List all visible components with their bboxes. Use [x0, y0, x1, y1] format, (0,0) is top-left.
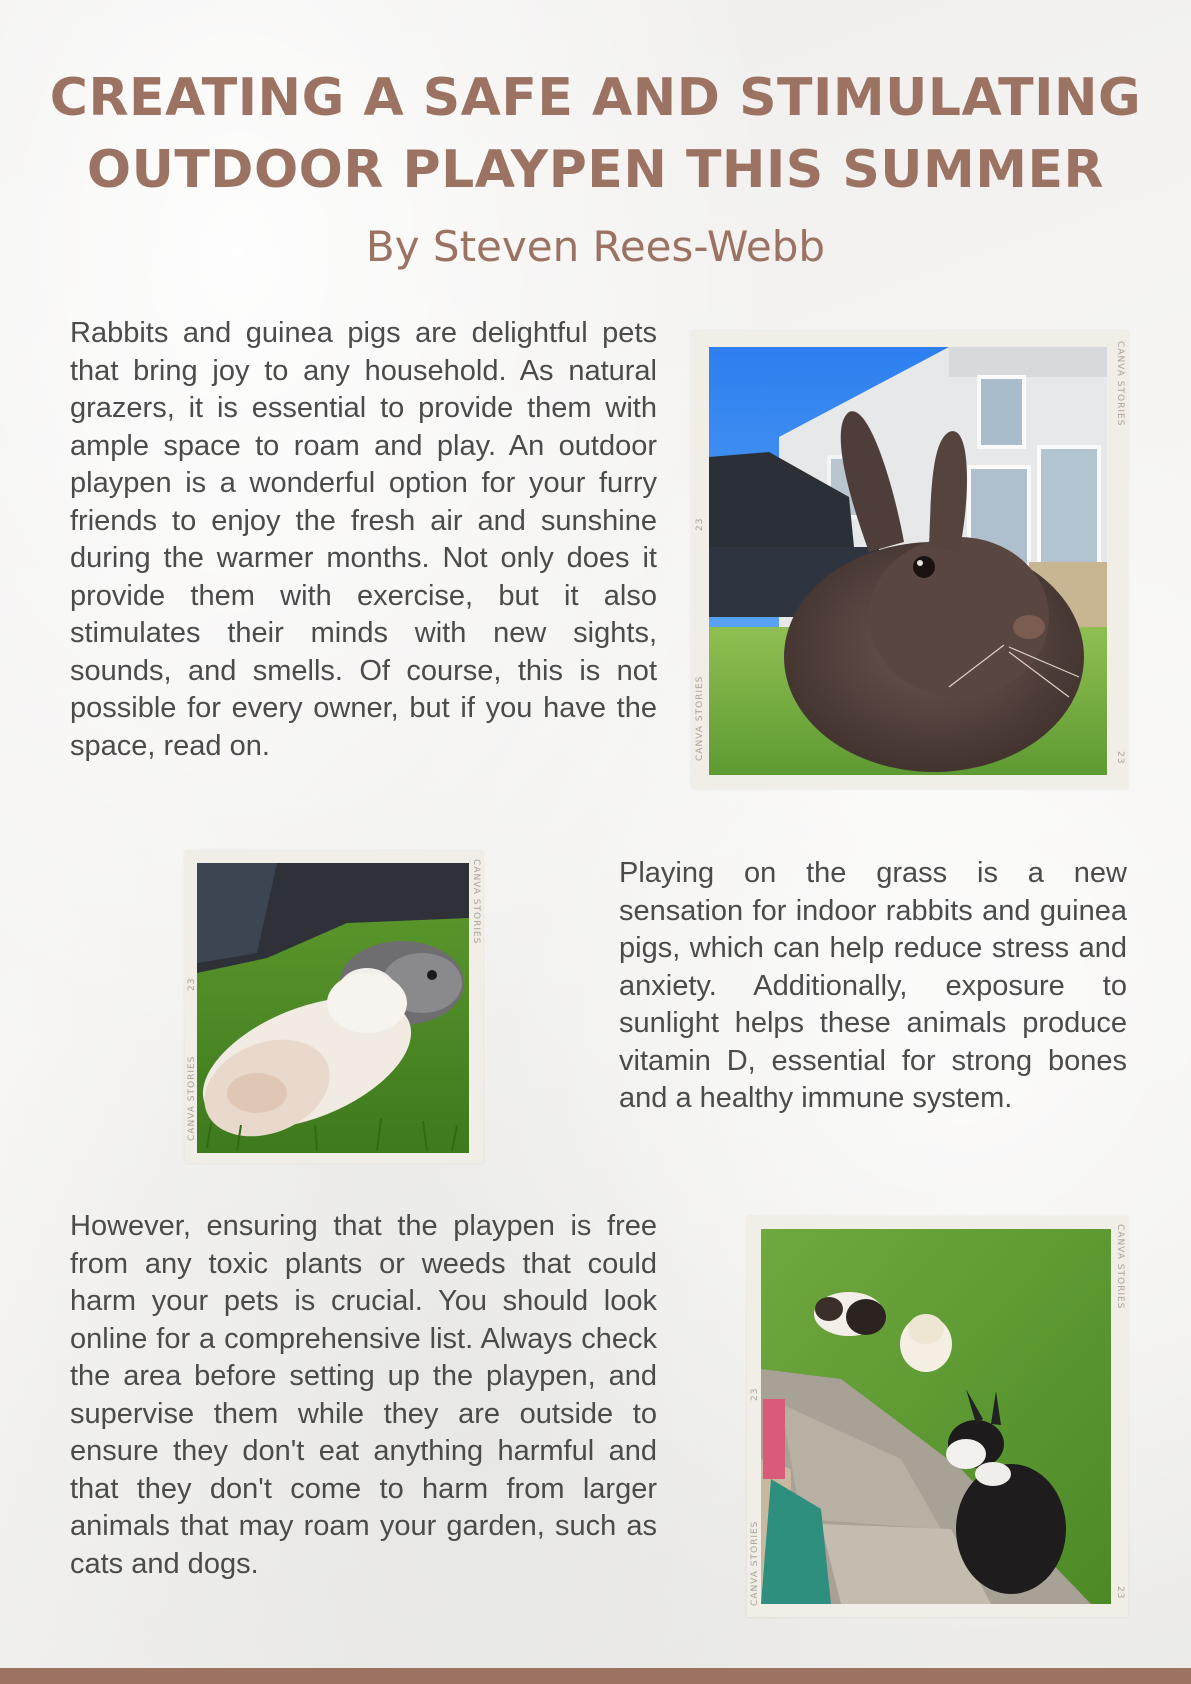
photo3-mark-brand-right: CANVA STORIES: [1115, 1224, 1125, 1310]
photo2-mark-number: 23: [187, 977, 197, 991]
photo2-mark-brand: CANVA STORIES: [187, 1055, 197, 1141]
photo-frame-rabbit: [691, 331, 1128, 789]
photo-frame-garden: [747, 1216, 1128, 1617]
photo-mark-brand-right: CANVA STORIES: [1115, 341, 1125, 427]
photo3-mark-number: 23: [750, 1387, 760, 1401]
photo-frame-guinea-pigs: [185, 851, 483, 1163]
garden-photo: [761, 1229, 1111, 1604]
photo-mark-number: 23: [695, 517, 705, 531]
photo-mark-brand: CANVA STORIES: [695, 675, 705, 761]
title-line-1: CREATING A SAFE AND STIMULATING: [49, 68, 1142, 128]
article-title: [0, 62, 1191, 206]
byline: By Steven Rees-Webb: [365, 222, 826, 271]
photo3-mark-number-right: 23: [1115, 1586, 1125, 1600]
photo3-mark-brand: CANVA STORIES: [750, 1520, 760, 1606]
photo2-mark-brand-right: CANVA STORIES: [471, 859, 481, 945]
paragraph-grass: Playing on the grass is a new sensation for indoor rabbits and guinea pigs, which can help reduce stress and anxiety. Additionally, exposure to sunlight helps these animals produce vitamin D, essential for strong bones and a healthy immune system.: [619, 857, 1127, 1114]
rabbit-photo: [709, 347, 1107, 775]
title-line-2: OUTDOOR PLAYPEN THIS SUMMER: [86, 140, 1105, 200]
guinea-pigs-photo: [197, 863, 469, 1153]
photo-mark-number-right: 23: [1115, 751, 1125, 765]
paragraph-intro: Rabbits and guinea pigs are delightful pets that bring joy to any household. As natural grazers, it is essential to provide them with ample space to roam and play. An outdoor playpen is a wonderful option for your furry friends to enjoy the fresh air and sunshine during the warmer months. Not only does it provide them with exercise, but it also stimulates their minds with new sights, sounds, and smells. Of course, this is not possible for every owner, but if you have the space, read on.: [70, 317, 657, 762]
paragraph-safety: However, ensuring that the playpen is free from any toxic plants or weeds that could harm your pets is crucial. You should look online for a comprehensive list. Always check the area before setting up the playpen, and supervise them while they are outside to ensure they don't eat anything harmful and that they don't come to harm from larger animals that may roam your garden, such as cats and dogs.: [70, 1210, 657, 1580]
footer-accent-bar: [0, 1668, 1191, 1684]
